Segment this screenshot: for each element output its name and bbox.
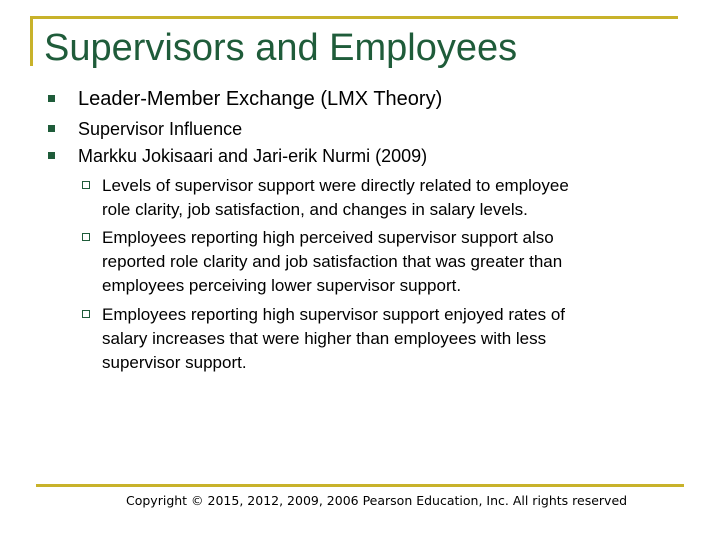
title-frame-left-line [30, 16, 33, 66]
sub-bullet-line: reported role clarity and job satisfaction that was greater than [102, 252, 563, 271]
sub-bullet-line: salary increases that were higher than employees with less [102, 329, 547, 348]
title-frame-top-line [30, 16, 678, 19]
sub-bullet-line: role clarity, job satisfaction, and changes in salary levels. [102, 200, 528, 219]
slide-title: Supervisors and Employees [44, 27, 518, 69]
copyright-notice: Copyright © 2015, 2012, 2009, 2006 Pearson Education, Inc. All rights reserved [126, 493, 628, 508]
bullet-text: Leader-Member Exchange (LMX Theory) [78, 88, 443, 110]
bullet-text: Markku Jokisaari and Jari-erik Nurmi (2009) [78, 146, 428, 166]
filled-square-icon [48, 95, 55, 102]
sub-bullet-text [102, 174, 662, 222]
hollow-square-icon [82, 181, 90, 189]
sub-bullet-text [102, 226, 662, 298]
sub-bullet-line: employees perceiving lower supervisor support. [102, 276, 462, 295]
sub-bullet-line: Employees reporting high perceived supervisor support also [102, 228, 554, 247]
bullet-text: Supervisor Influence [78, 119, 243, 139]
filled-square-icon [48, 152, 55, 159]
filled-square-icon [48, 125, 55, 132]
hollow-square-icon [82, 310, 90, 318]
sub-bullet-line: Employees reporting high supervisor support enjoyed rates of [102, 305, 566, 324]
sub-bullet-line: Levels of supervisor support were directly related to employee [102, 176, 569, 195]
sub-bullet-text [102, 303, 662, 375]
hollow-square-icon [82, 233, 90, 241]
footer-divider [36, 484, 684, 487]
sub-bullet-line: supervisor support. [102, 353, 247, 372]
